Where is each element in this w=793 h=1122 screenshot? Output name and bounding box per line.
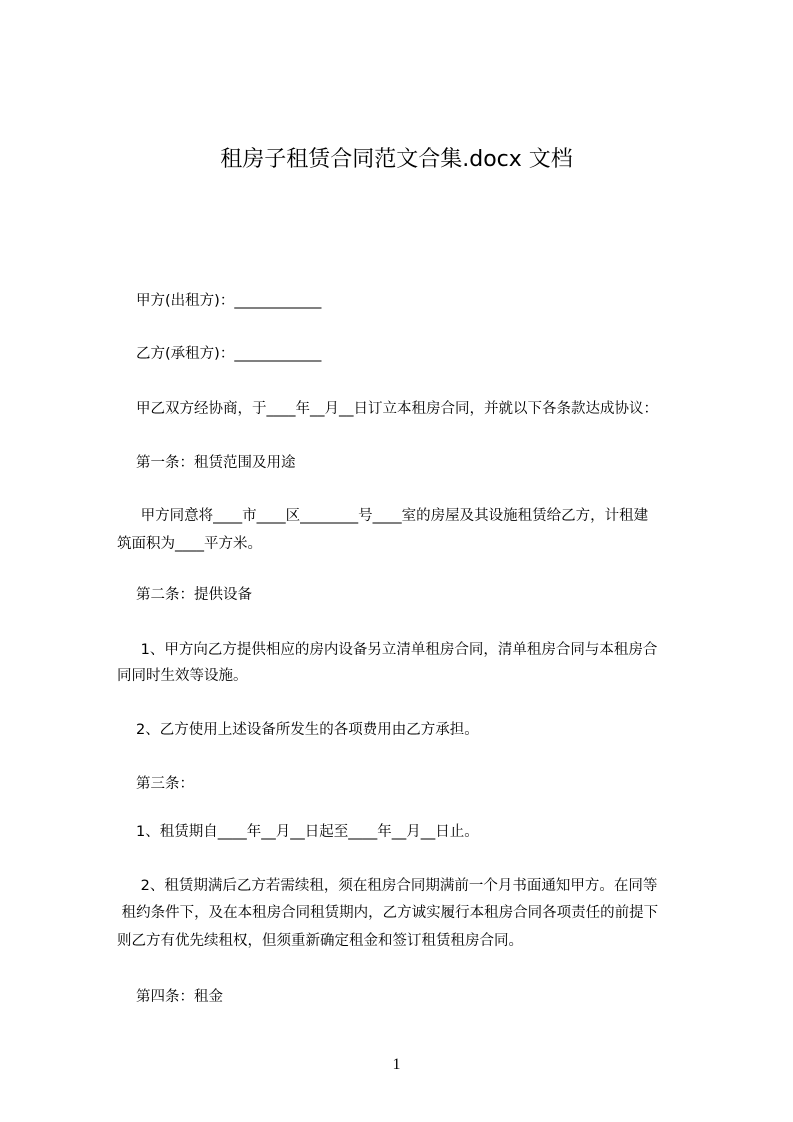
- article-1-heading: 第一条：租赁范围及用途: [136, 455, 296, 471]
- article-2-item-1: 同同时生效等设施。: [117, 668, 248, 684]
- article-4-heading: 第四条：租金: [136, 989, 223, 1005]
- party-b-line: 乙方(承租方)：____________: [136, 346, 322, 362]
- article-3-item-2: 则乙方有优先续租权，但须重新确定租金和签订租赁租房合同。: [117, 933, 523, 949]
- article-2-item-2: 2、乙方使用上述设备所发生的各项费用由乙方承担。: [136, 722, 479, 738]
- article-3-item-1: 1、租赁期自____年__月__日起至____年__月__日止。: [136, 824, 479, 840]
- article-1-text: 甲方同意将____市____区________号____室的房屋及其设施租赁给乙方，计租建: [136, 508, 649, 524]
- article-3-item-2: 2、租赁期满后乙方若需续租，须在租房合同期满前一个月书面通知甲方。在同等: [136, 878, 658, 894]
- party-a-line: 甲方(出租方)：____________: [136, 293, 322, 309]
- article-3-heading: 第三条：: [136, 776, 194, 792]
- page-number: 1: [392, 1056, 401, 1073]
- article-2-heading: 第二条：提供设备: [136, 587, 252, 603]
- document-title: 租房子租赁合同范文合集.docx 文档: [220, 147, 573, 172]
- article-3-item-2: 租约条件下，及在本租房合同租赁期内，乙方诚实履行本租房合同各项责任的前提下: [117, 905, 659, 921]
- agreement-intro: 甲乙双方经协商，于____年__月__日订立本租房合同，并就以下各条款达成协议：: [136, 401, 658, 417]
- article-1-text: 筑面积为____平方米。: [117, 536, 262, 552]
- article-2-item-1: 1、甲方向乙方提供相应的房内设备另立清单租房合同，清单租房合同与本租房合: [136, 642, 658, 658]
